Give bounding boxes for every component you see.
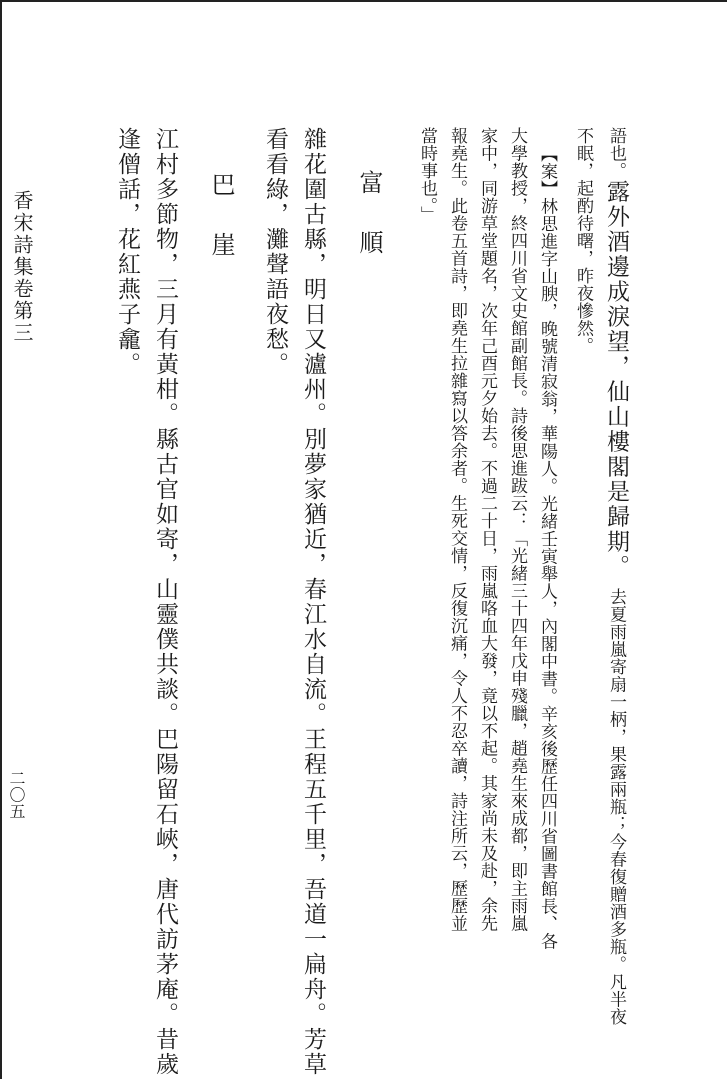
text-column-7: 當時事也。」	[417, 127, 437, 224]
text-column-3: 【案】林思進字山腴，晚號清寂翁，華陽人。光緒壬寅舉人，內閣中書。辛亥後歷任四川省圖書館長、各	[537, 145, 557, 950]
poem-line: 雜花圍古縣，明日又瀘州。別夢家猶近，春江水自流。王程五千里，吾道一扁舟。芳草	[300, 127, 326, 1077]
text-column-1	[604, 127, 627, 1025]
poem-title-fushun: 富 順	[355, 170, 383, 260]
poem-line: 逢僧話，花紅燕子龕。	[114, 127, 140, 377]
annotation-note: 去夏雨嵐寄扇一柄，果露兩瓶；今春復贈酒多瓶。凡半夜	[606, 587, 626, 1025]
text-column-5: 家中，同游草堂題名，次年己酉元夕始去。不過二十日，雨嵐咯血大發，竟以不起。其家尚未及赴，余先	[477, 127, 497, 932]
text-column-2: 不眠，起酌待曙，昨夜慘然。	[573, 127, 593, 355]
text-column-4: 大學教授，終四川省文史館副館長。詩後思進跋云：「光緒三十四年戊申殘臘，趙堯生來成都，即主雨嵐	[507, 127, 527, 932]
poem-line: 露外酒邊成淚望，仙山樓閣是歸期。	[603, 179, 629, 580]
prose-fragment: 語也。	[606, 127, 626, 180]
poem-line: 江村多節物，三月有黃柑。縣古官如寄，山靈僕共談。巴陽留石峽，唐代訪茅庵。昔歲	[152, 127, 178, 1077]
page-number: 二〇五	[7, 770, 26, 820]
text-column-6: 報堯生。此卷五首詩，即堯生拉雜寫以答余者。生死交情，反復沉痛，令人不忍卒讀，詩注所云，歷歷並	[447, 127, 467, 932]
page-border-top	[0, 0, 727, 2]
poem-line: 看看綠，灘聲語夜愁。	[262, 127, 288, 377]
poem-title-baya: 巴 崖	[207, 172, 235, 262]
running-title: 香宋詩集卷第三	[10, 190, 34, 344]
page-border-left	[0, 0, 2, 1079]
